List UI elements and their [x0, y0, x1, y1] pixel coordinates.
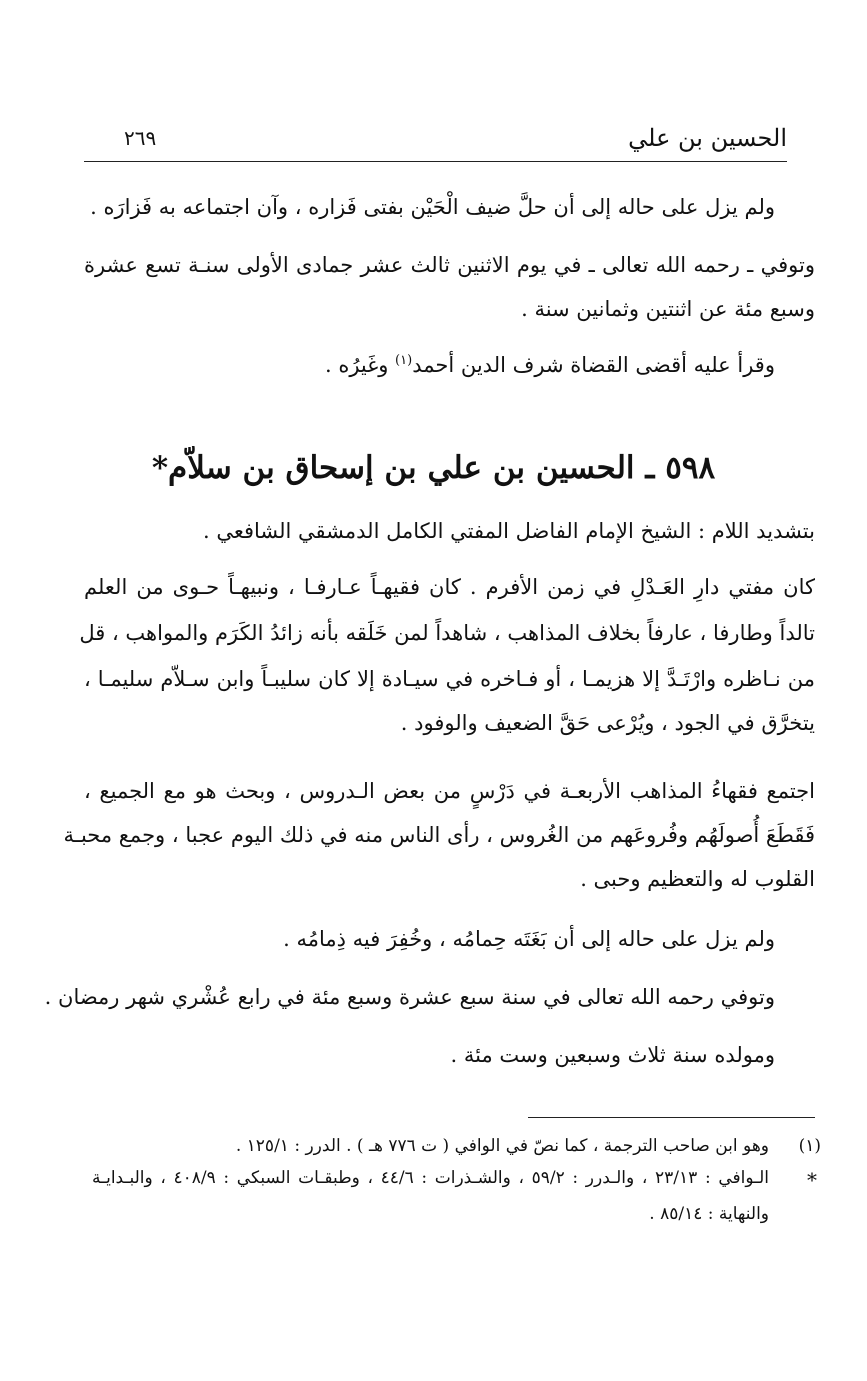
previous-entry-line-2: وتوفي ـ رحمه الله تعالى ـ في يوم الاثنين ثالث عشر جمادى الأولى سنـة تسع عشرة [84, 253, 815, 277]
paragraph-5: ومولده سنة ثلاث وسبعين وست مئة . [450, 1043, 775, 1067]
paragraph-4: وتوفي رحمه الله تعالى في سنة سبع عشرة وسبع مئة في رابع عُشْري شهر رمضان . [44, 985, 775, 1009]
entry-title: ٥٩٨ ـ الحسين بن علي بن إسحاق بن سلاّم* [151, 450, 716, 486]
previous-entry-line-4 [325, 352, 775, 379]
paragraph-2-line-2: فَقَطَعَ أُصولَهُم وفُروعَهم من الغُروس ، رأى الناس منه في ذلك اليوم عجبا ، وجمع محبـة [63, 823, 815, 847]
previous-entry-line-1: ولم يزل على حاله إلى أن حلَّ ضيف الْحَيْن بفتى فَزاره ، وآن اجتماعه به فَزارَه . [90, 195, 775, 219]
paragraph-3: ولم يزل على حاله إلى أن بَغَتَه حِمامُه ، وخُفِرَ فيه ذِمامُه . [283, 927, 775, 951]
footnote-rule [528, 1117, 815, 1118]
running-title: الحسين بن علي [628, 124, 787, 152]
footnote-reference-1: (١) [395, 353, 413, 368]
paragraph-2-line-3: القلوب له والتعظيم وحبى . [580, 867, 815, 891]
previous-entry-line-4-end: وغَيرُه . [324, 353, 396, 377]
page-number: ٢٦٩ [124, 126, 157, 150]
footnote-1-text: وهو ابن صاحب الترجمة ، كما نصّ في الوافي ( ت ٧٧٦ هـ ) . الدرر : ١٢٥/١ . [235, 1136, 769, 1156]
header-rule [84, 161, 787, 162]
paragraph-2-line-1: اجتمع فقهاءُ المذاهب الأربعـة في دَرْسٍ من بعض الـدروس ، وبحث هو مع الجميع ، [84, 779, 815, 803]
paragraph-1-line-2: تالداً وطارفا ، عارفاً بخلاف المذاهب ، شاهداً لمن خَلَقه بأنه زائدُ الكَرَم والمواهب ، قل [79, 621, 815, 645]
footnote-2-marker: * [807, 1168, 817, 1192]
paragraph-1-line-3: من نـاظره وارْتَـدَّ إلا هزيمـا ، أو فـاخره في سيـادة إلا كان سليبـاً وابن سـلاّم سليمـا ، [84, 667, 815, 691]
previous-entry-line-3: وسبع مئة عن اثنتين وثمانين سنة . [521, 297, 815, 321]
paragraph-1-line-1: كان مفتي دارِ العَـدْلِ في زمن الأفرم . كان فقيهـاً عـارفـا ، ونبيهـاً حـوى من العلم [84, 575, 815, 599]
footnote-1-marker: (١) [798, 1136, 821, 1156]
previous-entry-line-4-text: وقرأ عليه أقضى القضاة شرف الدين أحمد [412, 353, 775, 377]
footnote-2-line-1: الـوافي : ٢٣/١٣ ، والـدرر : ٥٩/٢ ، والشـذرات : ٤٤/٦ ، وطبقـات السبكي : ٤٠٨/٩ ، والبـدايـة [92, 1168, 770, 1188]
paragraph-1-line-4: يتخرَّق في الجود ، ويُرْعى حَقَّ الضعيف والوفود . [400, 711, 815, 735]
running-header [84, 122, 787, 160]
entry-intro: بتشديد اللام : الشيخ الإمام الفاضل المفتي الكامل الدمشقي الشافعي . [202, 519, 815, 543]
footnote-2-line-2: والنهاية : ٨٥/١٤ . [649, 1204, 769, 1224]
